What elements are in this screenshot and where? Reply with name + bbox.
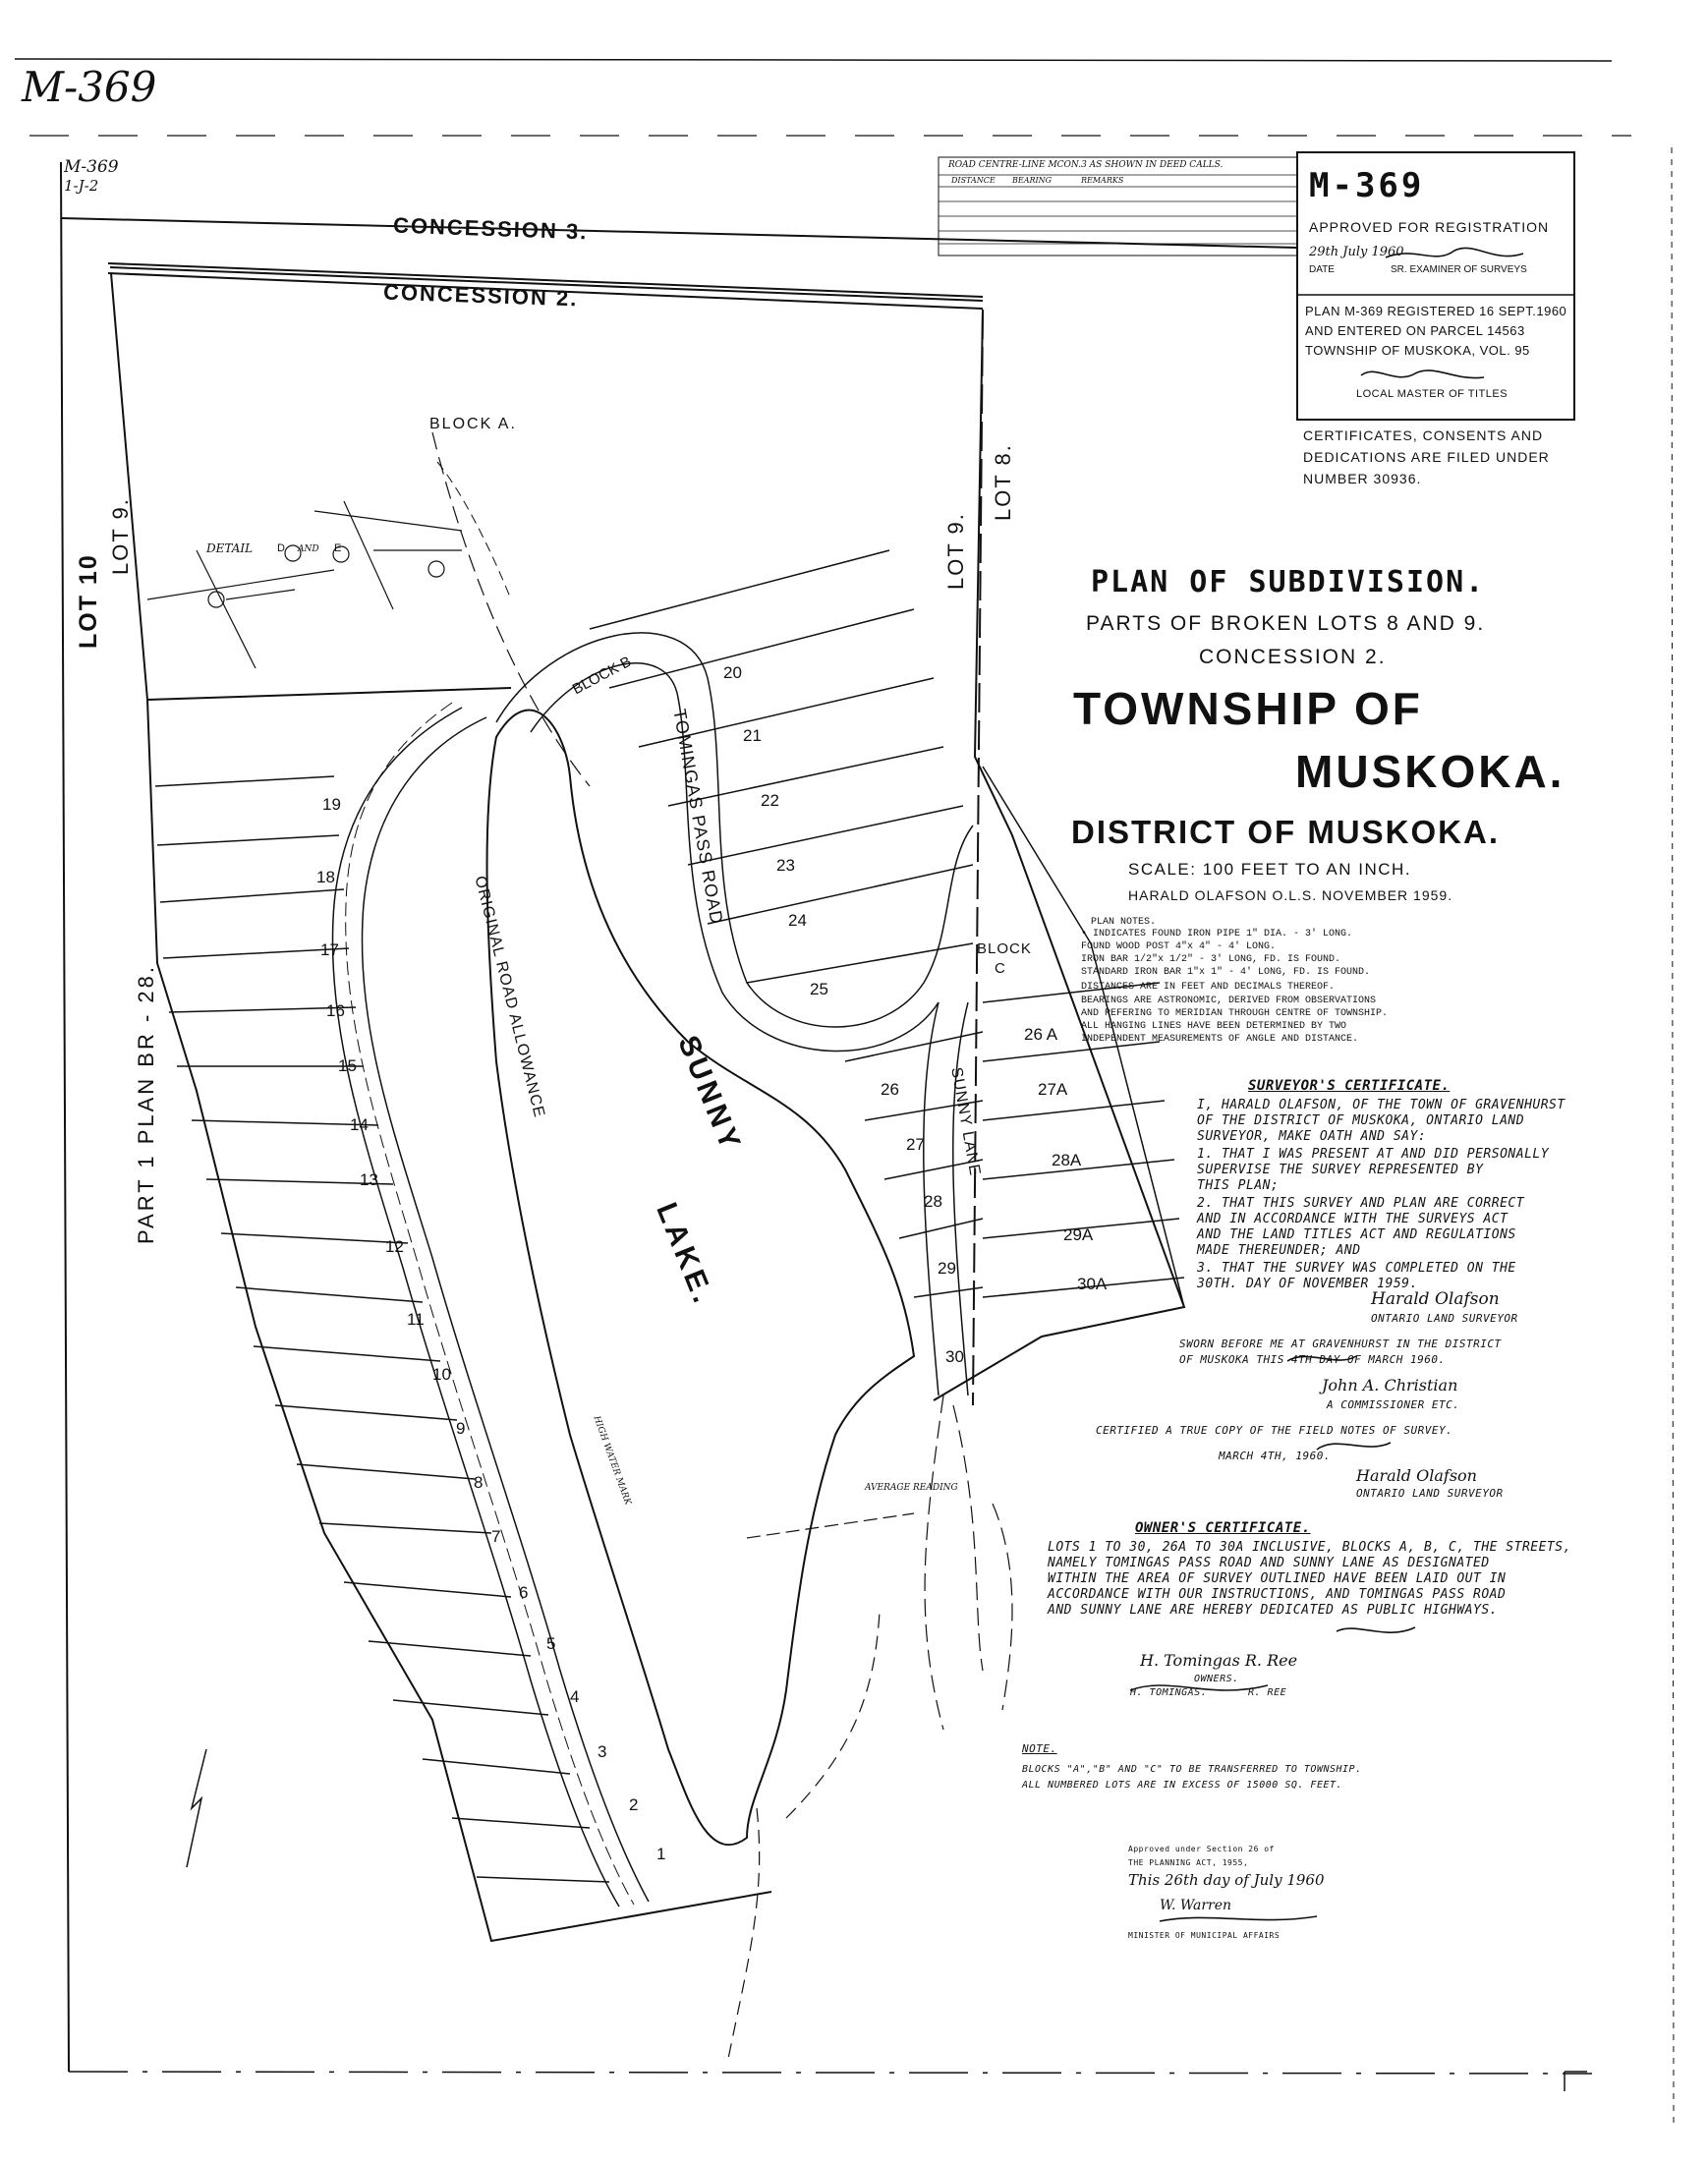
certificates-line-1: CERTIFICATES, CONSENTS AND	[1303, 427, 1544, 443]
detail-label: DETAIL	[206, 541, 254, 555]
sunny-lane-east	[953, 1002, 968, 1395]
plan-subtitle-1: PARTS OF BROKEN LOTS 8 AND 9.	[1086, 612, 1486, 635]
traverse-line-4	[993, 1504, 1012, 1710]
lot-line-9-8	[973, 310, 983, 1405]
lot-17: 17	[320, 940, 339, 959]
surveyor-certificate-line: SUPERVISE THE SURVEY REPRESENTED BY	[1197, 1163, 1484, 1177]
lot-12: 12	[385, 1237, 404, 1256]
commissioner-signature: John A. Christian	[1322, 1376, 1458, 1395]
surveyor-certificate-line: SURVEYOR, MAKE OATH AND SAY:	[1197, 1129, 1427, 1144]
road-table-header-distance: DISTANCE	[951, 176, 996, 185]
township-title-1: TOWNSHIP OF	[1073, 683, 1423, 734]
detail-label-d: D	[277, 542, 285, 554]
certified-copy-text: CERTIFIED A TRUE COPY OF THE FIELD NOTES OF SURVEY.	[1096, 1424, 1453, 1437]
average-reading-line	[747, 1513, 914, 1538]
surveyor-certificate-line: 30TH. DAY OF NOVEMBER 1959.	[1197, 1277, 1418, 1291]
lot-15: 15	[338, 1056, 357, 1075]
pointer-line	[437, 462, 511, 599]
certificates-line-3: NUMBER 30936.	[1303, 471, 1422, 486]
certified-date: MARCH 4TH, 1960.	[1219, 1450, 1331, 1462]
traverse-line-3	[925, 1395, 943, 1730]
lot-6: 6	[519, 1583, 529, 1602]
lot-22: 22	[761, 791, 779, 810]
lot-29a: 29A	[1063, 1225, 1094, 1244]
block-b-label: BLOCK B	[569, 653, 635, 699]
lot-10-label: LOT 10	[75, 553, 102, 649]
plan-notes-line: PLAN NOTES.	[1091, 917, 1157, 928]
owners-certificate-line: LOTS 1 TO 30, 26A TO 30A INCLUSIVE, BLOCKS A, B, C, THE STREETS,	[1048, 1540, 1571, 1555]
sunny-lane-label: SUNNY LANE	[947, 1065, 984, 1178]
registration-plan-no: M-369	[1309, 166, 1425, 205]
lake-label-lake: LAKE.	[650, 1198, 721, 1311]
sheet-mark: M-369	[22, 63, 157, 111]
plan-notes-line: STANDARD IRON BAR 1"x 1" - 4' LONG, FD. IS FOUND.	[1081, 967, 1371, 978]
lot-18: 18	[316, 868, 335, 886]
plan-notes-line: AND REFERING TO MERIDIAN THROUGH CENTRE OF TOWNSHIP.	[1081, 1008, 1389, 1019]
road-table-title: ROAD CENTRE-LINE MCON.3 AS SHOWN IN DEED CALLS.	[948, 160, 1224, 170]
approval-signature: W. Warren	[1160, 1898, 1232, 1913]
township-title-2: MUSKOKA.	[1295, 746, 1566, 797]
creek-line-2	[786, 1612, 880, 1818]
owners-certificate-line: AND SUNNY LANE ARE HEREBY DEDICATED AS PUBLIC HIGHWAYS.	[1048, 1603, 1498, 1618]
lot-20: 20	[723, 663, 742, 682]
surveyor-certificate-line: 2. THAT THIS SURVEY AND PLAN ARE CORRECT	[1197, 1196, 1525, 1211]
township-line	[147, 688, 511, 700]
lot-26: 26	[881, 1080, 899, 1099]
plan-notes-line: DISTANCES ARE IN FEET AND DECIMALS THEREOF.	[1081, 982, 1336, 993]
surveyor-certificate-line: AND IN ACCORDANCE WITH THE SURVEYS ACT	[1197, 1212, 1509, 1226]
approval-line-2: THE PLANNING ACT, 1955,	[1128, 1858, 1249, 1867]
surveyor-signature: Harald Olafson	[1371, 1289, 1500, 1309]
block-c-label-2: C	[995, 960, 1005, 977]
sheet-ref-sub: 1-J-2	[64, 177, 99, 195]
surveyor-certificate-line: 3. THAT THE SURVEY WAS COMPLETED ON THE	[1197, 1261, 1516, 1276]
scale-text: SCALE: 100 FEET TO AN INCH.	[1128, 860, 1412, 879]
lot-25: 25	[810, 980, 828, 998]
surveyor-certificate-heading: SURVEYOR'S CERTIFICATE.	[1248, 1078, 1451, 1094]
owner-2: R. REE	[1248, 1687, 1287, 1698]
owners-certificate-line: NAMELY TOMINGAS PASS ROAD AND SUNNY LANE AS DESIGNATED	[1048, 1556, 1490, 1570]
surveyor-certificate-line: OF THE DISTRICT OF MUSKOKA, ONTARIO LAND	[1197, 1113, 1525, 1128]
approval-line-3: This 26th day of July 1960	[1128, 1871, 1325, 1889]
plan-notes-line: ALL HANGING LINES HAVE BEEN DETERMINED BY TWO	[1081, 1021, 1347, 1032]
road-table-header-bearing: BEARING	[1012, 176, 1053, 185]
owners-certificate-line: WITHIN THE AREA OF SURVEY OUTLINED HAVE BEEN LAID OUT IN	[1048, 1571, 1507, 1586]
note-line-2: ALL NUMBERED LOTS ARE IN EXCESS OF 15000 SQ. FEET.	[1022, 1780, 1343, 1791]
traverse-line-2	[953, 1405, 983, 1671]
original-road-label: ORIGINAL ROAD ALLOWANCE	[471, 874, 548, 1120]
top-border-line	[15, 59, 1612, 61]
surveyor-certificate-line: 1. THAT I WAS PRESENT AT AND DID PERSONALLY	[1197, 1147, 1550, 1162]
lot-13: 13	[360, 1170, 378, 1189]
lot-28a: 28A	[1052, 1151, 1082, 1169]
lot-5: 5	[546, 1634, 556, 1653]
lot-19: 19	[322, 795, 341, 814]
owner-1: H. TOMINGAS.	[1130, 1687, 1208, 1698]
date-label: DATE	[1309, 264, 1335, 275]
commissioner-title: A COMMISSIONER ETC.	[1327, 1398, 1460, 1411]
certificates-line-2: DEDICATIONS ARE FILED UNDER	[1303, 449, 1550, 465]
lot-9-left-label: LOT 9.	[108, 497, 133, 575]
plan-title: PLAN OF SUBDIVISION.	[1091, 565, 1486, 599]
surveyor-certificate-line: AND THE LAND TITLES ACT AND REGULATIONS	[1197, 1227, 1516, 1242]
lot-30a: 30A	[1077, 1275, 1108, 1293]
lot-30: 30	[945, 1347, 964, 1366]
note-heading: NOTE.	[1022, 1742, 1057, 1755]
lot-27a: 27A	[1038, 1080, 1068, 1099]
lake-label-sunny: SUNNY	[671, 1031, 748, 1158]
lot-28: 28	[924, 1192, 942, 1211]
lot-14: 14	[350, 1115, 369, 1134]
plan-notes-line: • INDICATES FOUND IRON PIPE 1" DIA. - 3' LONG.	[1081, 929, 1353, 939]
road-allowance-outer	[362, 717, 649, 1902]
lot-9-right-label: LOT 9.	[943, 512, 968, 590]
examiner-label: SR. EXAMINER OF SURVEYS	[1391, 264, 1527, 275]
detail-label-e: E	[334, 542, 342, 554]
surveyor-signature-2-title: ONTARIO LAND SURVEYOR	[1356, 1487, 1504, 1500]
approval-line-1: Approved under Section 26 of	[1128, 1845, 1275, 1853]
survey-boundary-east	[934, 310, 1184, 1400]
lot-23: 23	[776, 856, 795, 875]
lot-21: 21	[743, 726, 762, 745]
surveyor-signature-title: ONTARIO LAND SURVEYOR	[1371, 1312, 1518, 1325]
road-table-header-remarks: REMARKS	[1081, 176, 1124, 185]
owners-signature: H. Tomingas R. Ree	[1140, 1651, 1298, 1670]
registered-line-3: TOWNSHIP OF MUSKOKA, VOL. 95	[1305, 343, 1530, 358]
plan-notes-line: BEARINGS ARE ASTRONOMIC, DERIVED FROM OBSERVATIONS	[1081, 996, 1377, 1006]
creek-line	[727, 1808, 760, 2064]
tomingas-pass-road-inner	[531, 663, 939, 1052]
registered-line-1: PLAN M-369 REGISTERED 16 SEPT.1960	[1305, 304, 1567, 318]
concession-3-label: CONCESSION 3.	[392, 212, 589, 245]
lot-2: 2	[629, 1795, 639, 1814]
owners-label: OWNERS.	[1194, 1674, 1239, 1684]
lot-7: 7	[491, 1527, 501, 1546]
average-reading-label: AVERAGE READING	[865, 1483, 958, 1493]
frame-left	[61, 162, 69, 2072]
north-arrow-stroke	[187, 1749, 206, 1867]
surveyor-signature-2: Harald Olafson	[1356, 1466, 1477, 1485]
surveyor-certificate-line: MADE THEREUNDER; AND	[1197, 1243, 1361, 1258]
surveyor-certificate-line: I, HARALD OLAFSON, OF THE TOWN OF GRAVENHURST	[1197, 1098, 1566, 1112]
detail-sketch	[147, 501, 462, 668]
approved-date: 29th July 1960	[1309, 245, 1404, 259]
sheet-ref: M-369	[64, 157, 119, 177]
survey-boundary-west	[108, 273, 771, 1941]
owners-certificate-line: ACCORDANCE WITH OUR INSTRUCTIONS, AND TOMINGAS PASS ROAD	[1048, 1587, 1507, 1602]
district-title: DISTRICT OF MUSKOKA.	[1071, 814, 1500, 850]
lot-11: 11	[407, 1310, 425, 1329]
lot-26a: 26 A	[1024, 1025, 1058, 1044]
surveyor-certificate-line: THIS PLAN;	[1197, 1178, 1280, 1193]
lot-16: 16	[326, 1001, 345, 1020]
lot-8-label: LOT 8.	[991, 443, 1015, 521]
block-c-label-1: BLOCK	[977, 940, 1032, 957]
sworn-line-2: OF MUSKOKA THIS 4TH DAY OF MARCH 1960.	[1179, 1353, 1446, 1366]
lot-10: 10	[432, 1365, 451, 1384]
lot-3: 3	[598, 1742, 607, 1761]
approval-title: MINISTER OF MUNICIPAL AFFAIRS	[1128, 1931, 1281, 1940]
lot-9: 9	[456, 1419, 466, 1438]
lot-4: 4	[570, 1687, 580, 1706]
road-table-rules	[939, 175, 1297, 244]
block-a-label: BLOCK A.	[429, 416, 517, 432]
approved-label: APPROVED FOR REGISTRATION	[1309, 219, 1550, 235]
plan-subtitle-2: CONCESSION 2.	[1199, 646, 1387, 668]
tomingas-road-label: TOMINGAS PASS ROAD	[669, 707, 727, 927]
lot-8: 8	[474, 1473, 484, 1492]
lot-1: 1	[656, 1845, 666, 1863]
part-plan-label: PART 1 PLAN BR - 28.	[134, 964, 158, 1244]
plan-notes-line: FOUND WOOD POST 4"x 4" - 4' LONG.	[1081, 941, 1277, 952]
plan-notes-line: IRON BAR 1/2"x 1/2" - 3' LONG, FD. IS FOUND.	[1081, 954, 1341, 965]
lot-24: 24	[788, 911, 807, 930]
frame-bottom	[69, 2072, 1592, 2074]
surveyor-text: HARALD OLAFSON O.L.S. NOVEMBER 1959.	[1128, 887, 1453, 903]
frame-right	[1672, 147, 1674, 2123]
high-water-label: HIGH WATER MARK	[591, 1414, 633, 1507]
lot-27: 27	[906, 1135, 925, 1154]
concession-2-label: CONCESSION 2.	[382, 279, 579, 312]
plan-notes-line: INDEPENDENT MEASUREMENTS OF ANGLE AND DISTANCE.	[1081, 1034, 1359, 1045]
owners-certificate-heading: OWNER'S CERTIFICATE.	[1135, 1520, 1311, 1536]
note-line-1: BLOCKS "A","B" AND "C" TO BE TRANSFERRED TO TOWNSHIP.	[1022, 1764, 1362, 1775]
registered-line-2: AND ENTERED ON PARCEL 14563	[1305, 323, 1525, 338]
detail-label-and: AND	[298, 544, 319, 554]
concession-3-line	[61, 218, 1297, 248]
sworn-line-1: SWORN BEFORE ME AT GRAVENHURST IN THE DISTRICT	[1179, 1338, 1502, 1350]
traverse-line-1	[432, 432, 590, 786]
lot-29: 29	[938, 1259, 956, 1278]
master-label: LOCAL MASTER OF TITLES	[1356, 388, 1509, 400]
